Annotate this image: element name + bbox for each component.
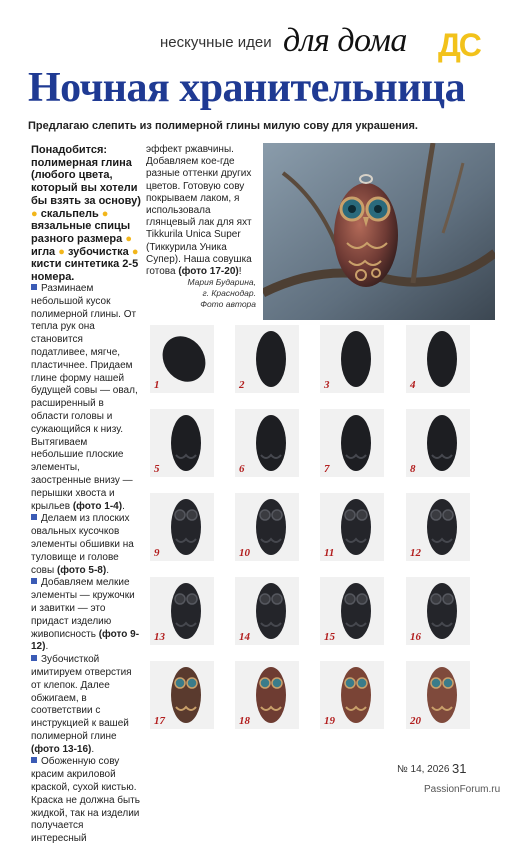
photo-number: 13 [154, 631, 165, 643]
photo-number: 3 [324, 379, 330, 391]
issue-number: № 14, 2026 [397, 764, 450, 775]
photo-number: 18 [239, 715, 250, 727]
owl-photo-illustration [263, 143, 495, 320]
step-photo-7 [320, 409, 384, 477]
photo-number: 1 [154, 379, 160, 391]
section-title: для дома [283, 22, 407, 59]
step-photo-17 [150, 661, 214, 729]
photo-number: 6 [239, 463, 245, 475]
step-photo-1 [150, 325, 214, 393]
step-photo-4 [406, 325, 470, 393]
square-bullet-icon [31, 578, 37, 584]
author-credit [146, 277, 256, 310]
photo-credit: Фото автора [200, 299, 256, 309]
page-number: 31 [452, 761, 467, 776]
step-paragraph: Добавляем мелкие элементы — кружочки и завитки — это придаст изделию живописность (фото 9-12). [31, 577, 140, 653]
photo-number: 11 [324, 547, 335, 559]
middle-column-text: эффект ржавчины. Добавляем кое-где разные оттенки других цветов. Готовую сову покрываем лаком, я использовала глянцевый лак для яхт Tikkurila Unica Super (Тиккурила Уника Супер). Наша совушка готова (фото 17-20)! [146, 144, 252, 278]
bullet-dot-icon: ● [58, 245, 65, 258]
step-photo-19 [320, 661, 384, 729]
square-bullet-icon [31, 514, 37, 520]
photo-number: 2 [239, 379, 245, 391]
author-name: Мария Бударина, [187, 277, 256, 287]
photo-number: 10 [239, 547, 250, 559]
step-photo-10 [235, 493, 299, 561]
material-item: зубочистка [67, 245, 129, 258]
step-photo-9 [150, 493, 214, 561]
photo-number: 8 [410, 463, 416, 475]
site-watermark: PassionForum.ru [424, 784, 501, 795]
material-item: скальпель [40, 207, 99, 220]
bullet-dot-icon: ● [31, 207, 38, 220]
step-photo-12 [406, 493, 470, 561]
author-city: г. Краснодар. [202, 288, 256, 298]
photo-number: 19 [324, 715, 335, 727]
step-photo-2 [235, 325, 299, 393]
bullet-dot-icon: ● [131, 245, 139, 258]
photo-number: 4 [410, 379, 416, 391]
main-owl-photo [263, 143, 495, 320]
photo-number: 20 [410, 715, 421, 727]
step-photo-11 [320, 493, 384, 561]
step-paragraph: Обоженную сову красим акриловой краской, сухой кистью. Краска не должна быть жидкой, так на изделии получается интересный [31, 756, 141, 845]
magazine-logo: ДС [438, 27, 480, 63]
photo-number: 14 [239, 631, 250, 643]
photo-number: 9 [154, 547, 160, 559]
step-photo-5 [150, 409, 214, 477]
step-photo-16 [406, 577, 470, 645]
photo-number: 5 [154, 463, 160, 475]
step-photo-8 [406, 409, 470, 477]
instruction-steps [31, 283, 141, 846]
material-item: вязальные спицы разного размера [31, 220, 131, 245]
step-paragraph: Разминаем небольшой кусок полимерной глины. От тепла рук она становится податливее, мягче, пластичнее. Придаем глине форму нашей будущей совы — овал, расширенный в области головы и сужающийся к низу. Вытягиваем небольшие плоские элементы, заостренные внизу — перышки хвоста и крыльев (фото 1-4). [31, 283, 138, 512]
photo-number: 17 [154, 715, 165, 727]
square-bullet-icon [31, 655, 37, 661]
article-intro: Предлагаю слепить из полимерной глины милую сову для украшения. [28, 120, 418, 132]
photo-number: 7 [324, 463, 330, 475]
step-photo-15 [320, 577, 384, 645]
materials-list [31, 144, 143, 284]
photo-number: 15 [324, 631, 335, 643]
material-item: полимерная глина (любого цвета, который вы хотели бы взять за основу) [31, 156, 141, 207]
step-photo-18 [235, 661, 299, 729]
square-bullet-icon [31, 757, 37, 763]
step-photo-3 [320, 325, 384, 393]
material-item: игла [31, 245, 56, 258]
materials-heading: Понадобится: [31, 144, 108, 156]
bullet-dot-icon: ● [101, 207, 109, 220]
step-photo-6 [235, 409, 299, 477]
step-paragraph: Зубочисткой имитируем отверстия от клепок. Далее обжигаем, в соответствии с инструкцией к вашей полимерной глине (фото 13-16). [31, 654, 132, 755]
step-photo-20 [406, 661, 470, 729]
article-title: Ночная хранительница [28, 65, 466, 111]
photo-number: 12 [410, 547, 421, 559]
step-photo-13 [150, 577, 214, 645]
photo-number: 16 [410, 631, 421, 643]
bullet-dot-icon: ● [125, 232, 132, 245]
square-bullet-icon [31, 284, 37, 290]
section-kicker: нескучные идеи [160, 34, 272, 51]
owl-stage-illustration [150, 325, 214, 393]
step-paragraph: Делаем из плоских овальных кусочков элементы обшивки на туловище и голове совы (фото 5-8). [31, 513, 134, 576]
material-item: кисти синтетика 2-5 номера. [31, 258, 139, 284]
step-photo-14 [235, 577, 299, 645]
